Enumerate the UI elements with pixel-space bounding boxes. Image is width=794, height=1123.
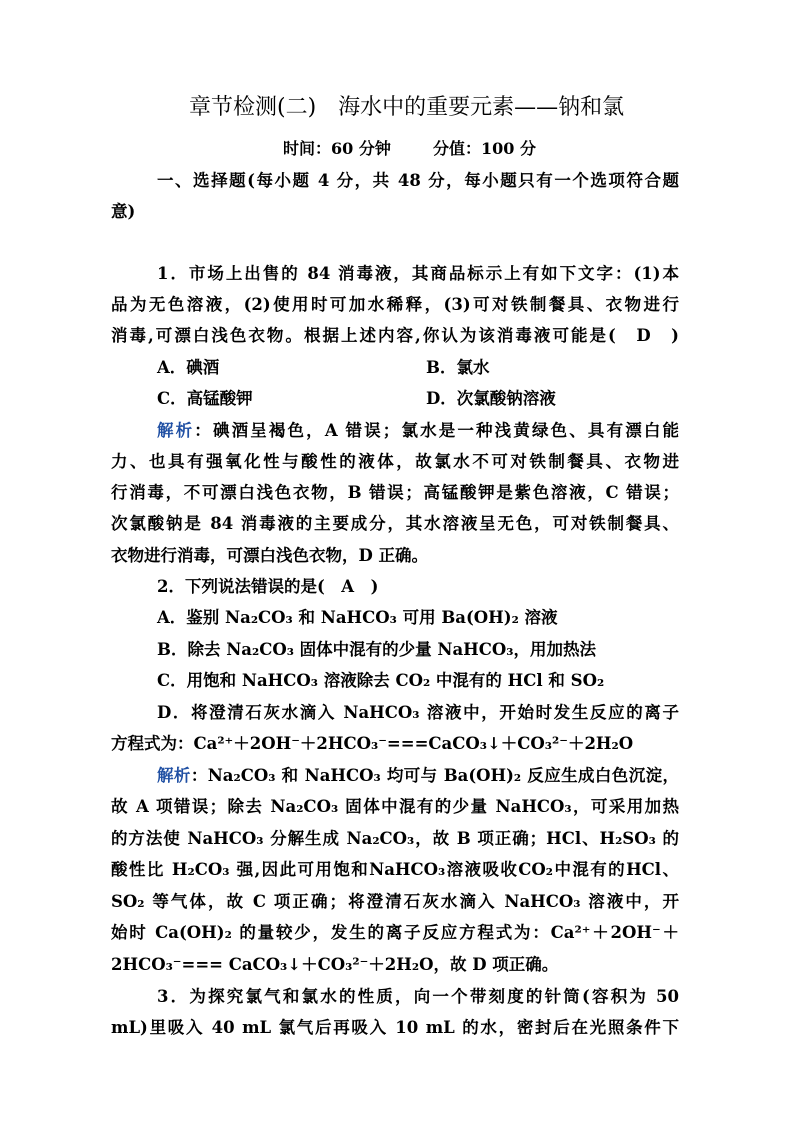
q1-option-d: D．次氯酸钠溶液 — [426, 389, 556, 408]
section-heading-line2: 意) — [111, 202, 136, 221]
q1-option-c: C．高锰酸钾 — [157, 389, 253, 408]
q2-analysis-line5: SO₂ 等气体，故 C 项正确；将澄清石灰水滴入 NaHCO₃ 溶液中，开 — [111, 892, 679, 911]
q1-analysis-line3: 行消毒，不可漂白浅色衣物，B 错误；高锰酸钾是紫色溶液，C 错误； — [111, 483, 679, 502]
q2-analysis-label: 解析 — [157, 766, 191, 785]
q3-stem-line2: mL)里吸入 40 mL 氯气后再吸入 10 mL 的水，密封后在光照条件下 — [111, 1018, 679, 1037]
q1-option-b: B．氯水 — [426, 358, 490, 377]
q2-option-c: C．用饱和 NaHCO₃ 溶液除去 CO₂ 中混有的 HCl 和 SO₂ — [157, 671, 605, 690]
q2-option-b: B．除去 Na₂CO₃ 固体中混有的少量 NaHCO₃，用加热法 — [157, 640, 597, 659]
q2-analysis-line2: 故 A 项错误；除去 Na₂CO₃ 固体中混有的少量 NaHCO₃，可采用加热 — [111, 797, 679, 816]
q1-analysis-label: 解析 — [157, 421, 195, 440]
q1-analysis-line1 — [111, 420, 679, 442]
q2-analysis-line7: 2HCO₃⁻=== CaCO₃↓＋CO₃²⁻＋2H₂O，故 D 项正确。 — [111, 955, 559, 974]
q2-analysis-line1 — [111, 765, 679, 787]
q1-option-a: A．碘酒 — [157, 358, 220, 377]
q1-analysis-text1: ：碘酒呈褐色，A 错误；氯水是一种浅黄绿色、具有漂白能 — [194, 421, 680, 440]
q2-analysis-line4: 酸性比 H₂CO₃ 强,因此可用饱和NaHCO₃溶液吸收CO₂中混有的HCl、 — [111, 860, 679, 879]
q2-option-d-line2: 方程式为：Ca²⁺＋2OH⁻＋2HCO₃⁻===CaCO₃↓＋CO₃²⁻＋2H₂O — [111, 734, 634, 753]
q1-analysis-line4: 次氯酸钠是 84 消毒液的主要成分，其水溶液呈无色，可对铁制餐具、 — [111, 514, 679, 533]
q2-analysis-line3: 的方法使 NaHCO₃ 分解生成 Na₂CO₃，故 B 项正确；HCl、H₂SO₃ 的 — [111, 829, 679, 848]
q2-option-d-line1: D．将澄清石灰水滴入 NaHCO₃ 溶液中，开始时发生反应的离子 — [157, 703, 679, 722]
q2-option-a: A．鉴别 Na₂CO₃ 和 NaHCO₃ 可用 Ba(OH)₂ 溶液 — [157, 608, 558, 627]
score-label: 分值：100 分 — [433, 139, 536, 158]
q1-stem-line3: 消毒,可漂白浅色衣物。根据上述内容,你认为该消毒液可能是( D ) — [111, 326, 679, 345]
q2-stem: 2．下列说法错误的是( A ) — [157, 577, 379, 596]
q3-stem-line1: 3．为探究氯气和氯水的性质，向一个带刻度的针筒(容积为 50 — [157, 987, 679, 1006]
q1-analysis-line5: 衣物进行消毒，可漂白浅色衣物，D 正确。 — [111, 546, 429, 565]
time-label: 时间：60 分钟 — [283, 139, 391, 158]
page-title: 章节检测(二) 海水中的重要元素——钠和氯 — [189, 95, 625, 120]
section-heading-line1: 一、选择题(每小题 4 分，共 48 分，每小题只有一个选项符合题 — [157, 171, 679, 190]
q1-stem-line2: 品为无色溶液，(2)使用时可加水稀释，(3)可对铁制餐具、衣物进行 — [111, 295, 679, 314]
q1-stem-line1: 1．市场上出售的 84 消毒液，其商品标示上有如下文字：(1)本 — [157, 264, 679, 283]
q1-analysis-line2: 力、也具有强氧化性与酸性的液体，故氯水不可对铁制餐具、衣物进 — [111, 452, 679, 471]
q2-analysis-text1: ：Na₂CO₃ 和 NaHCO₃ 均可与 Ba(OH)₂ 反应生成白色沉淀， — [190, 766, 680, 785]
q2-analysis-line6: 始时 Ca(OH)₂ 的量较少，发生的离子反应方程式为：Ca²⁺＋2OH⁻＋ — [111, 923, 679, 942]
